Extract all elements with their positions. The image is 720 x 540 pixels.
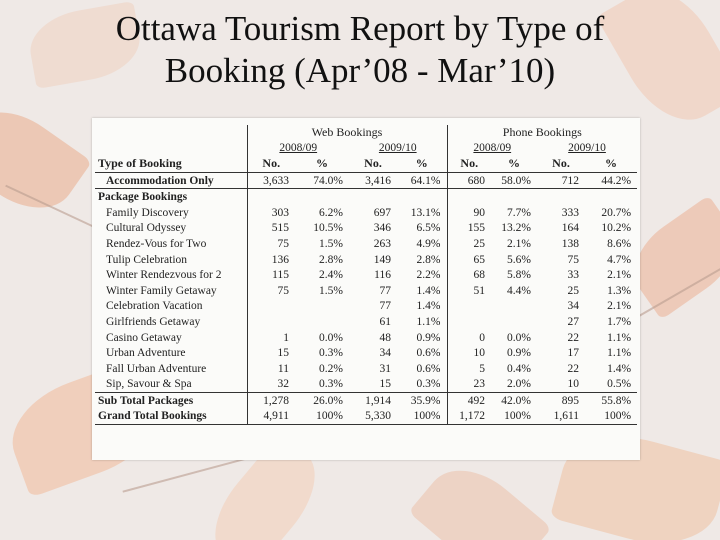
cell: 5 (479, 362, 486, 375)
cell: 35.9% (397, 393, 447, 409)
group-header-row (95, 125, 637, 141)
cell: 6.5% (397, 221, 447, 237)
cell: 2.2% (397, 267, 447, 283)
package-name: Winter Rendezvous for 2 (95, 267, 247, 283)
cell: 5,330 (349, 409, 397, 425)
cell: 1 (283, 331, 289, 344)
package-rows (95, 205, 637, 393)
package-row (95, 377, 637, 393)
cell: 10 (567, 378, 580, 391)
cell: 26.0% (295, 393, 349, 409)
package-name: Sip, Savour & Spa (95, 377, 247, 393)
package-name: Urban Adventure (95, 345, 247, 361)
booking-report-table (95, 125, 637, 425)
cell: 90 (473, 206, 486, 219)
cell: 6.2% (319, 206, 343, 219)
cell: 58.0% (491, 172, 537, 189)
column-header-row (95, 156, 637, 172)
cell: 33 (567, 269, 580, 282)
cell (491, 299, 537, 315)
cell: 23 (473, 378, 486, 391)
package-row (95, 283, 637, 299)
col-header: % (491, 156, 537, 172)
phone-bookings-header: Phone Bookings (502, 125, 582, 140)
row-label: Accommodation Only (95, 172, 247, 189)
package-name: Winter Family Getaway (95, 283, 247, 299)
cell: 31 (379, 362, 391, 375)
cell (447, 299, 491, 315)
cell: 1,914 (349, 393, 397, 409)
cell: 1.1% (607, 331, 632, 344)
cell: 100% (397, 409, 447, 425)
cell: 116 (374, 269, 391, 282)
cell: 74.0% (295, 172, 349, 189)
cell: 303 (271, 206, 289, 219)
cell: 13.1% (397, 205, 447, 221)
package-row (95, 236, 637, 252)
cell: 0.2% (319, 362, 343, 375)
cell: 0.3% (319, 347, 343, 360)
cell: 0.9% (507, 347, 532, 360)
cell: 13.2% (501, 222, 532, 235)
cell: 22 (567, 362, 580, 375)
cell: 2.8% (397, 252, 447, 268)
package-row (95, 252, 637, 268)
package-name: Family Discovery (95, 205, 247, 221)
package-row (95, 267, 637, 283)
cell: 32 (277, 378, 289, 391)
cell: 0.4% (507, 362, 532, 375)
cell: 1.1% (397, 314, 447, 330)
cell: 2.1% (607, 300, 632, 313)
cell: 3,416 (349, 172, 397, 189)
package-row (95, 314, 637, 330)
type-of-booking-header: Type of Booking (95, 156, 247, 172)
cell: 712 (537, 172, 585, 189)
cell: 100% (295, 409, 349, 425)
cell: 65 (473, 253, 486, 266)
package-row (95, 361, 637, 377)
cell: 0.6% (397, 361, 447, 377)
period-header: 2008/09 (279, 142, 318, 155)
cell (247, 299, 295, 315)
cell: 1.7% (607, 315, 632, 328)
cell: 1.5% (319, 237, 343, 250)
cell: 1.4% (397, 283, 447, 299)
cell (491, 314, 537, 330)
cell: 2.1% (507, 237, 532, 250)
cell: 8.6% (607, 237, 632, 250)
package-name: Girlfriends Getaway (95, 314, 247, 330)
cell: 25 (567, 284, 580, 297)
cell: 164 (561, 222, 580, 235)
slide-title-line-1: Ottawa Tourism Report by Type of (115, 9, 605, 48)
cell: 0.0% (319, 331, 343, 344)
booking-report-table-image (92, 118, 640, 460)
period-header: 2009/10 (568, 142, 606, 155)
leaf-shape (0, 93, 92, 227)
slide-title (0, 8, 720, 92)
cell: 100% (491, 409, 537, 425)
cell: 15 (277, 347, 289, 360)
cell: 1,278 (247, 393, 295, 409)
cell: 0.6% (397, 345, 447, 361)
cell: 4.4% (507, 284, 532, 297)
subtotal-row (95, 393, 637, 409)
cell: 2.0% (507, 378, 532, 391)
cell: 333 (561, 206, 580, 219)
cell: 44.2% (585, 172, 637, 189)
cell: 3,633 (247, 172, 295, 189)
cell: 10 (473, 347, 486, 360)
leaf-shape (408, 451, 551, 540)
cell: 1.4% (607, 362, 632, 375)
cell: 1.5% (319, 284, 343, 297)
cell: 2.8% (319, 253, 343, 266)
cell: 346 (373, 222, 391, 235)
cell (295, 314, 349, 330)
cell (447, 314, 491, 330)
cell: 1,172 (447, 409, 491, 425)
cell: 27 (567, 315, 580, 328)
package-row (95, 221, 637, 237)
cell: 100% (585, 409, 637, 425)
cell: 75 (567, 253, 580, 266)
package-name: Cultural Odyssey (95, 221, 247, 237)
package-row (95, 205, 637, 221)
cell: 55.8% (585, 393, 637, 409)
col-header: No. (537, 156, 585, 172)
cell: 10.5% (313, 222, 343, 235)
cell: 7.7% (507, 206, 532, 219)
cell: 0.3% (397, 377, 447, 393)
cell: 0.3% (319, 378, 343, 391)
package-row (95, 299, 637, 315)
package-name: Casino Getaway (95, 330, 247, 346)
cell: 895 (537, 393, 585, 409)
package-bookings-label: Package Bookings (95, 189, 247, 205)
cell: 68 (473, 269, 486, 282)
cell: 25 (473, 237, 486, 250)
cell: 0.9% (397, 330, 447, 346)
cell: 48 (379, 331, 391, 344)
cell: 263 (373, 237, 391, 250)
cell: 1,611 (537, 409, 585, 425)
cell: 11 (277, 362, 289, 375)
cell: 77 (379, 300, 391, 313)
col-header: % (585, 156, 637, 172)
cell: 20.7% (601, 206, 632, 219)
cell: 680 (447, 172, 491, 189)
slide-title-line-2: Booking (Apr’08 - Mar’10) (164, 51, 556, 90)
cell: 15 (379, 378, 391, 391)
period-header-row (95, 141, 637, 157)
cell: 1.3% (607, 284, 632, 297)
cell: 4.9% (397, 236, 447, 252)
package-name: Rendez-Vous for Two (95, 236, 247, 252)
grand-total-row (95, 409, 637, 425)
col-header: % (295, 156, 349, 172)
col-header: No. (447, 156, 491, 172)
period-header: 2009/10 (349, 141, 447, 157)
cell (295, 299, 349, 315)
cell: 75 (277, 284, 289, 297)
cell: 42.0% (491, 393, 537, 409)
package-row (95, 345, 637, 361)
package-name: Tulip Celebration (95, 252, 247, 268)
cell: 149 (373, 253, 391, 266)
cell: 4.7% (607, 253, 632, 266)
cell: 4,911 (247, 409, 295, 425)
cell: 0.0% (507, 331, 532, 344)
web-bookings-header: Web Bookings (247, 125, 447, 141)
cell: 697 (373, 206, 391, 219)
cell: 61 (379, 315, 391, 328)
cell: 17 (567, 347, 580, 360)
cell: 77 (379, 284, 391, 297)
package-section-row (95, 189, 637, 205)
cell: 0.5% (607, 378, 632, 391)
cell: 5.6% (507, 253, 532, 266)
cell: 51 (473, 284, 486, 297)
accommodation-row (95, 172, 637, 189)
cell: 138 (561, 237, 580, 250)
cell: 64.1% (397, 172, 447, 189)
cell: 155 (467, 222, 486, 235)
cell: 2.4% (319, 269, 343, 282)
cell: 75 (277, 237, 289, 250)
cell: 515 (271, 222, 289, 235)
cell: 34 (379, 347, 391, 360)
cell: 5.8% (507, 269, 532, 282)
col-header: No. (247, 156, 295, 172)
cell: 1.4% (397, 299, 447, 315)
col-header: % (397, 156, 447, 172)
package-name: Celebration Vacation (95, 299, 247, 315)
cell: 136 (271, 253, 289, 266)
package-row (95, 330, 637, 346)
row-label: Sub Total Packages (95, 393, 247, 409)
cell: 0 (479, 331, 486, 344)
cell: 2.1% (607, 269, 632, 282)
cell: 1.1% (607, 347, 632, 360)
cell: 34 (567, 300, 580, 313)
row-label: Grand Total Bookings (95, 409, 247, 425)
period-header: 2008/09 (473, 142, 512, 155)
cell (247, 314, 295, 330)
cell: 492 (447, 393, 491, 409)
cell: 115 (272, 269, 289, 282)
cell: 10.2% (601, 222, 632, 235)
package-name: Fall Urban Adventure (95, 361, 247, 377)
cell: 22 (567, 331, 580, 344)
col-header: No. (349, 156, 397, 172)
